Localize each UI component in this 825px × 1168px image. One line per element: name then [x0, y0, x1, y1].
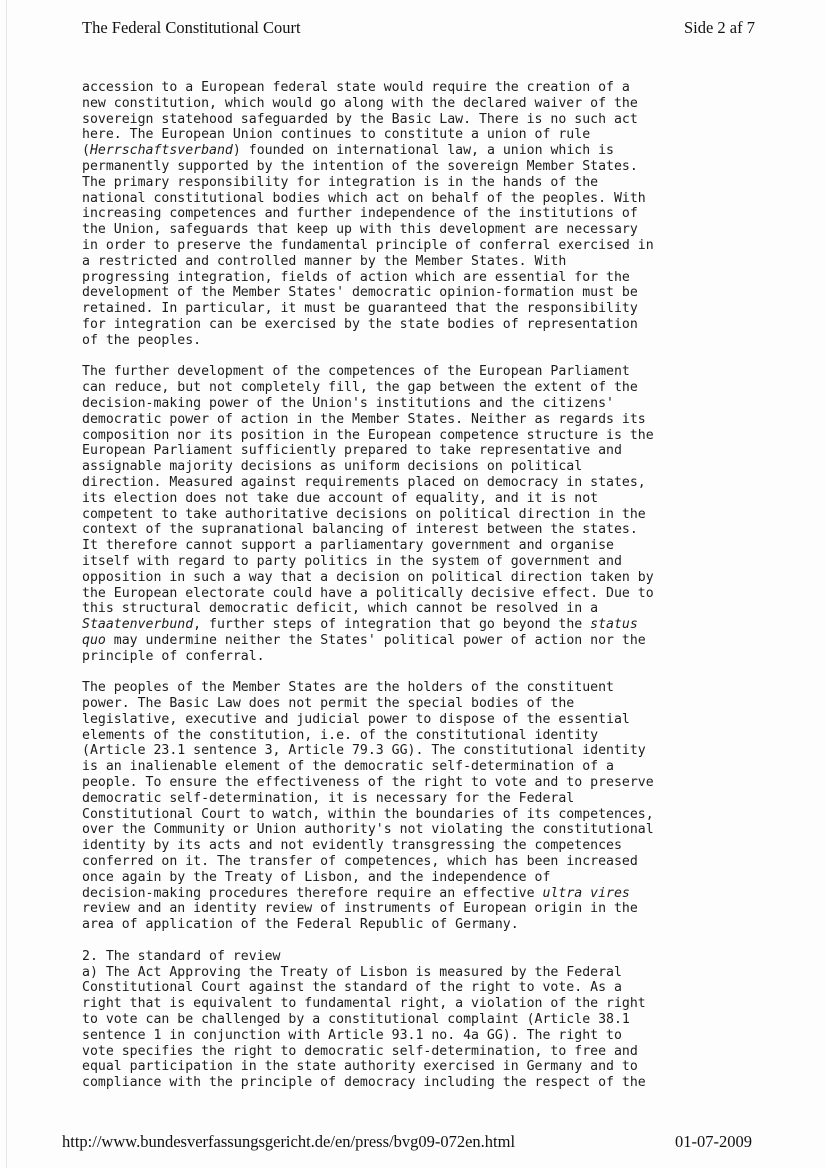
italic-term: ultra vires — [542, 885, 630, 901]
page-edge-line — [6, 0, 7, 1168]
text-run: accession to a European federal state would require the creation of a new constitution, which would go along with the declared waiver of the sovereign statehood safeguarded by the Basic Law. There is no such act here. The European Union continues to constitute a union of rule ( — [82, 80, 638, 159]
page-indicator: Side 2 af 7 — [683, 18, 755, 37]
text-run: The further development of the competences of the European Parliament can reduce, but not completely fill, the gap between the extent of the decision-making power of the Union's institutions and the citizens' democratic power of action in the Member States. Neither as regards its composition nor its position in the European competence structure is the European Parliament sufficiently prepared to take representative and assignable majority decisions as uniform decisions on political direction. Measured against requirements placed on democracy in states, its election does not take due account of equality, and it is not competent to take authoritative decisions on political direction in the context of the supranational balancing of interest between the states. It therefore cannot support a parliamentary government and organise itself with regard to party politics in the system of government and opposition in such a way that a decision on political direction taken by the European electorate could have a politically decisive effect. Due to this structural democratic deficit, which cannot be resolved in a — [82, 364, 654, 617]
text-run: review and an identity review of instruments of European origin in the area of application of the Federal Republic of Germany. — [82, 901, 638, 933]
text-run: ) founded on international law, a union which is permanently supported by the intention of the sovereign Member States. The primary responsibility for integration is in the hands of the national constitutional bodies which act on behalf of the peoples. With increasing competences and further independence of the institutions of the Union, safeguards that keep up with this development are necessary in order to preserve the fundamental principle of conferral exercised in a restricted and controlled manner by the Member States. With progressing integration, fields of action which are essential for the development of the Member States' democratic opinion-formation must be retained. In particular, it must be guaranteed that the responsibility for integration can be exercised by the state bodies of representation of the peoples. — [82, 143, 654, 348]
footer-url: http://www.bundesverfassungsgericht.de/en/press/bvg09-072en.html — [62, 1132, 516, 1151]
document-body — [82, 80, 692, 1091]
text-run: 2. The standard of review a) The Act Approving the Treaty of Lisbon is measured by the Federal Constitutional Court against the standard of the right to vote. As a right that is equivalent to fundamental right, a violation of the right to vote can be challenged by a constitutional complaint (Article 38.1 sentence 1 in conjunction with Article 93.1 no. 4a GG). The right to vote specifies the right to democratic self-determination, to free and equal participation in the state authority exercised in Germany and to compliance with the principle of democracy including the respect of the — [82, 948, 646, 1091]
text-run: , further steps of integration that go beyond the — [193, 617, 591, 633]
text-run: may undermine neither the States' political power of action nor the principle of conferral. — [82, 632, 646, 664]
header-title: The Federal Constitutional Court — [82, 18, 301, 37]
footer-date: 01-07-2009 — [675, 1132, 752, 1151]
paragraph — [82, 80, 692, 349]
italic-term: status quo — [82, 617, 638, 648]
paragraph — [82, 364, 692, 664]
text-run: The peoples of the Member States are the holders of the constituent power. The Basic Law does not permit the special bodies of the legislative, executive and judicial power to dispose of the essential elements of the constitution, i.e. of the constitutional identity (Article 23.1 sentence 3, Article 79.3 GG). The constitutional identity is an inalienable element of the democratic self-determination of a people. To ensure the effectiveness of the right to vote and to preserve democratic self-determination, it is necessary for the Federal Constitutional Court to watch, within the boundaries of its competences, over the Community or Union authority's not violating the constitutional identity by its acts and not evidently transgressing the competences conferred on it. The transfer of competences, which has been increased once again by the Treaty of Lisbon, and the independence of decision-making procedures therefore require an effective — [82, 680, 654, 901]
paragraph — [82, 949, 692, 1091]
paragraph — [82, 680, 692, 933]
italic-term: Staatenverbund — [82, 617, 194, 633]
italic-term: Herrschaftsverband — [89, 143, 233, 159]
